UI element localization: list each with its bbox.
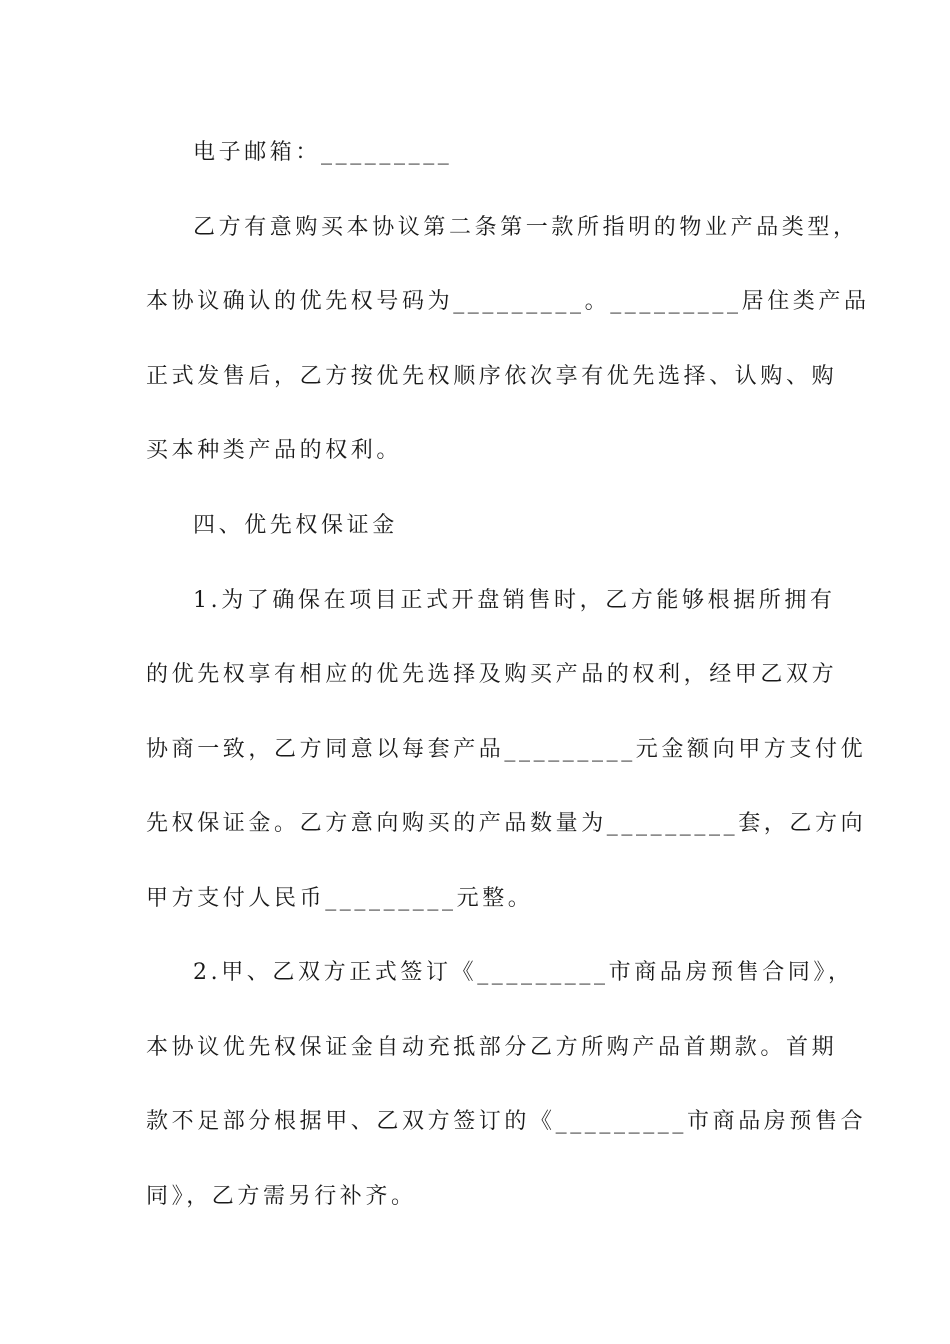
paragraph-line: 本协议确认的优先权号码为_________。_________居住类产品 — [146, 289, 870, 314]
paragraph-line: 协商一致，乙方同意以每套产品_________元金额向甲方支付优 — [146, 737, 867, 762]
paragraph-line: 买本种类产品的权利。 — [146, 438, 403, 463]
paragraph-line: 本协议优先权保证金自动充抵部分乙方所购产品首期款。首期 — [146, 1035, 838, 1060]
paragraph-line: 的优先权享有相应的优先选择及购买产品的权利，经甲乙双方 — [146, 662, 838, 687]
email-line: 电子邮箱：_________ — [193, 140, 453, 165]
paragraph-line: 2.甲、乙双方正式签订《_________市商品房预售合同》， — [193, 960, 854, 985]
paragraph-line: 款不足部分根据甲、乙双方签订的《_________市商品房预售合 — [146, 1109, 867, 1134]
paragraph-line: 乙方有意购买本协议第二条第一款所指明的物业产品类型， — [193, 215, 859, 240]
paragraph-line: 先权保证金。乙方意向购买的产品数量为_________套，乙方向 — [146, 811, 867, 836]
paragraph-line: 1.为了确保在项目正式开盘销售时，乙方能够根据所拥有 — [193, 588, 836, 613]
paragraph-line: 甲方支付人民币_________元整。 — [146, 886, 534, 911]
paragraph-line: 同》，乙方需另行补齐。 — [146, 1184, 417, 1209]
paragraph-line: 正式发售后，乙方按优先权顺序依次享有优先选择、认购、购 — [146, 364, 838, 389]
section-heading: 四、优先权保证金 — [193, 513, 398, 538]
